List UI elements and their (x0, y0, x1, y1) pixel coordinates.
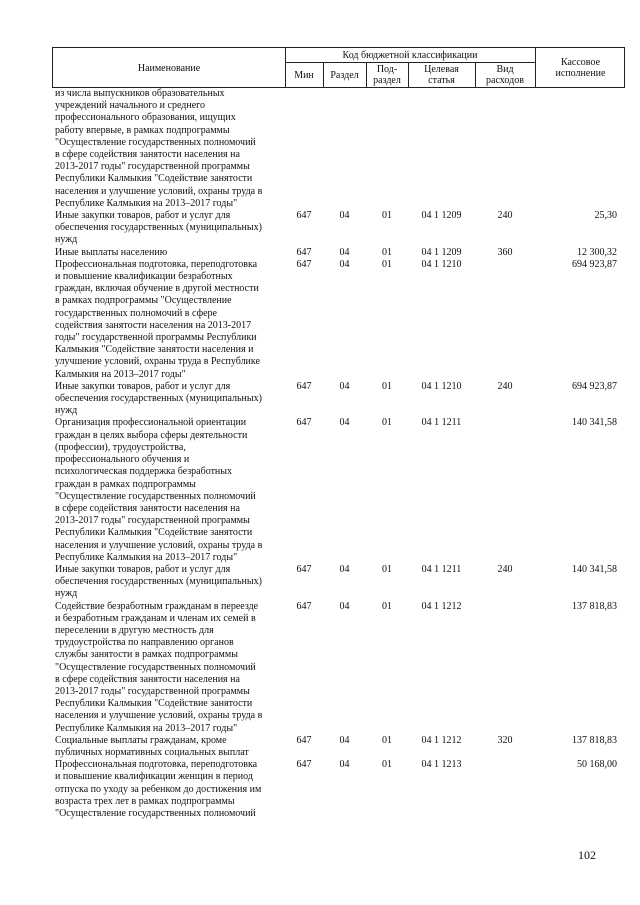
row-name-line: в сфере содействия занятости населения на (55, 502, 240, 514)
cell-celevaya: 04 1 1211 (421, 417, 462, 429)
cell-celevaya: 04 1 1210 (421, 380, 462, 392)
header-podrazdel: Под- раздел (373, 64, 401, 86)
row-name-line: "Осуществление государственных полномочий (55, 807, 256, 819)
cell-min: 647 (296, 246, 312, 258)
header-budget-code: Код бюджетной классификации (342, 50, 478, 61)
row-name-line: граждан, включая обучение в другой местности (55, 283, 259, 295)
cell-vid: 240 (497, 380, 513, 392)
cell-razdel: 04 (339, 417, 350, 429)
row-name-line: Иные выплаты населению (55, 246, 168, 258)
cell-celevaya: 04 1 1209 (421, 210, 462, 222)
cell-amount: 137 818,83 (572, 734, 617, 746)
table-row (52, 210, 625, 247)
row-name-line: нужд (55, 405, 78, 417)
cell-min: 647 (296, 417, 312, 429)
cell-podrazdel: 01 (382, 600, 392, 612)
row-name (52, 259, 284, 381)
row-name-line: содействия занятости населения на 2013-2017 (55, 319, 252, 331)
row-name-line: годы" государственной программы Республики (55, 332, 257, 344)
row-name-line: "Осуществление государственных полномочий (55, 490, 256, 502)
cell-min: 647 (296, 380, 312, 392)
cell-vid: 240 (497, 210, 513, 222)
cell-razdel: 04 (339, 600, 350, 612)
cell-amount: 12 300,32 (577, 246, 617, 258)
row-name (52, 759, 284, 820)
row-name-line: "Осуществление государственных полномочий (55, 136, 256, 148)
cell-razdel: 04 (339, 734, 350, 746)
row-name-line: обеспечения государственных (муниципальных) (55, 576, 262, 588)
cell-vid: 240 (497, 563, 513, 575)
header-razdel: Раздел (330, 70, 359, 81)
row-name-line: и повышение квалификации безработных (55, 271, 233, 283)
row-name-line: службы занятости в рамках подпрограммы (55, 649, 238, 661)
row-name-line: в сфере содействия занятости населения на (55, 149, 240, 161)
row-name-line: и безработным гражданам и членам их семей в (55, 612, 256, 624)
cell-amount: 140 341,58 (572, 563, 617, 575)
cell-amount: 50 168,00 (577, 759, 617, 771)
row-name-line: нужд (55, 588, 78, 600)
header-min: Мин (294, 70, 314, 81)
cell-celevaya: 04 1 1209 (421, 246, 462, 258)
row-name (52, 735, 284, 759)
cell-celevaya: 04 1 1212 (421, 600, 462, 612)
row-name-line: и повышение квалификации женщин в период (55, 771, 253, 783)
table-row (52, 381, 625, 418)
cell-amount: 694 923,87 (572, 380, 617, 392)
cell-razdel: 04 (339, 759, 350, 771)
row-name-line: переселении в другую местность для (55, 624, 214, 636)
cell-celevaya: 04 1 1211 (421, 563, 462, 575)
table-row (52, 247, 625, 259)
row-name-line: (профессии), трудоустройства, (55, 441, 186, 453)
cell-min: 647 (296, 258, 312, 270)
row-name (52, 601, 284, 735)
row-name-line: Республике Калмыкия на 2013–2017 годы" (55, 197, 238, 209)
row-name-line: Содействие безработным гражданам в переезде (55, 600, 259, 612)
row-name-line: населения и улучшение условий, охраны труда в (55, 710, 263, 722)
row-name (52, 564, 284, 601)
row-name-line: Калмыкия "Содействие занятости населения и (55, 344, 254, 356)
row-name-line: Республике Калмыкия на 2013–2017 годы" (55, 551, 238, 563)
row-name-line: 2013-2017 годы" государственной программы (55, 515, 250, 527)
table-row (52, 735, 625, 759)
cell-razdel: 04 (339, 210, 350, 222)
cell-celevaya: 04 1 1210 (421, 258, 462, 270)
table-row (52, 259, 625, 381)
cell-podrazdel: 01 (382, 734, 392, 746)
row-name (52, 88, 284, 210)
table-body (52, 88, 625, 820)
cell-min: 647 (296, 600, 312, 612)
page-number: 102 (578, 848, 596, 862)
row-name-line: Иные закупки товаров, работ и услуг для (55, 563, 231, 575)
row-name-line: возраста трех лет в рамках подпрограммы (55, 795, 235, 807)
row-name-line: Республике Калмыкия на 2013–2017 годы" (55, 722, 238, 734)
row-name-line: психологическая поддержка безработных (55, 466, 233, 478)
cell-min: 647 (296, 563, 312, 575)
row-name-line: обеспечения государственных (муниципальных) (55, 393, 262, 405)
cell-podrazdel: 01 (382, 258, 392, 270)
row-name-line: публичных нормативных социальных выплат (55, 746, 249, 758)
table-row (52, 88, 625, 210)
cell-celevaya: 04 1 1212 (421, 734, 462, 746)
row-name-line: населения и улучшение условий, охраны труда в (55, 185, 263, 197)
row-name (52, 381, 284, 418)
header-vid: Вид расходов (486, 64, 524, 86)
row-name-line: населения и улучшение условий, охраны труда в (55, 539, 263, 551)
cell-podrazdel: 01 (382, 210, 392, 222)
row-name-line: Иные закупки товаров, работ и услуг для (55, 380, 231, 392)
table-header (52, 47, 625, 88)
cell-amount: 694 923,87 (572, 258, 617, 270)
row-name-line: трудоустройства по направлению органов (55, 637, 234, 649)
row-name-line: отпуска по уходу за ребенком до достижения им (55, 783, 262, 795)
row-name-line: нужд (55, 234, 78, 246)
table-row (52, 601, 625, 735)
cell-podrazdel: 01 (382, 246, 392, 258)
cell-vid: 320 (497, 734, 513, 746)
row-name-line: Социальные выплаты гражданам, кроме (55, 734, 227, 746)
cell-podrazdel: 01 (382, 380, 392, 392)
row-name-line: Иные закупки товаров, работ и услуг для (55, 210, 231, 222)
cell-amount: 25,30 (594, 210, 617, 222)
row-name-line: Профессиональная подготовка, переподготовка (55, 258, 258, 270)
row-name (52, 417, 284, 563)
row-name-line: "Осуществление государственных полномочий (55, 661, 256, 673)
table-row (52, 564, 625, 601)
row-name-line: работу впервые, в рамках подпрограммы (55, 124, 230, 136)
row-name-line: Республики Калмыкия "Содействие занятости (55, 698, 253, 710)
cell-podrazdel: 01 (382, 417, 392, 429)
row-name (52, 210, 284, 247)
row-name (52, 247, 284, 259)
row-name-line: государственных полномочий в сфере (55, 307, 217, 319)
cell-min: 647 (296, 734, 312, 746)
row-name-line: профессионального образования, ищущих (55, 112, 236, 124)
row-name-line: Республики Калмыкия "Содействие занятости (55, 527, 253, 539)
row-name-line: Республики Калмыкия "Содействие занятости (55, 173, 253, 185)
table-row (52, 417, 625, 563)
row-name-line: в рамках подпрограммы "Осуществление (55, 295, 232, 307)
header-celevaya: Целевая статья (424, 64, 459, 86)
row-name-line: 2013-2017 годы" государственной программы (55, 161, 250, 173)
cell-amount: 137 818,83 (572, 600, 617, 612)
cell-amount: 140 341,58 (572, 417, 617, 429)
row-name-line: граждан в рамках подпрограммы (55, 478, 196, 490)
cell-podrazdel: 01 (382, 563, 392, 575)
table-row (52, 759, 625, 820)
row-name-line: учреждений начального и среднего (55, 100, 205, 112)
row-name-line: из числа выпускников образовательных (55, 88, 225, 99)
cell-razdel: 04 (339, 258, 350, 270)
row-name-line: Организация профессиональной ориентации (55, 417, 247, 429)
row-name-line: граждан в целях выбора сферы деятельности (55, 429, 248, 441)
row-name-line: 2013-2017 годы" государственной программы (55, 685, 250, 697)
row-name-line: Калмыкия на 2013–2017 годы" (55, 368, 186, 380)
row-name-line: профессионального обучения и (55, 454, 190, 466)
cell-razdel: 04 (339, 246, 350, 258)
cell-razdel: 04 (339, 563, 350, 575)
row-name-line: обеспечения государственных (муниципальных) (55, 222, 262, 234)
cell-podrazdel: 01 (382, 759, 392, 771)
cell-celevaya: 04 1 1213 (421, 759, 462, 771)
row-name-line: улучшение условий, охраны труда в Республике (55, 356, 260, 368)
cell-vid: 360 (497, 246, 513, 258)
cell-min: 647 (296, 759, 312, 771)
cell-razdel: 04 (339, 380, 350, 392)
cell-min: 647 (296, 210, 312, 222)
row-name-line: Профессиональная подготовка, переподготовка (55, 759, 258, 771)
header-name: Наименование (137, 63, 201, 74)
row-name-line: в сфере содействия занятости населения на (55, 673, 240, 685)
header-kassovoe: Кассовое исполнение (555, 57, 606, 79)
